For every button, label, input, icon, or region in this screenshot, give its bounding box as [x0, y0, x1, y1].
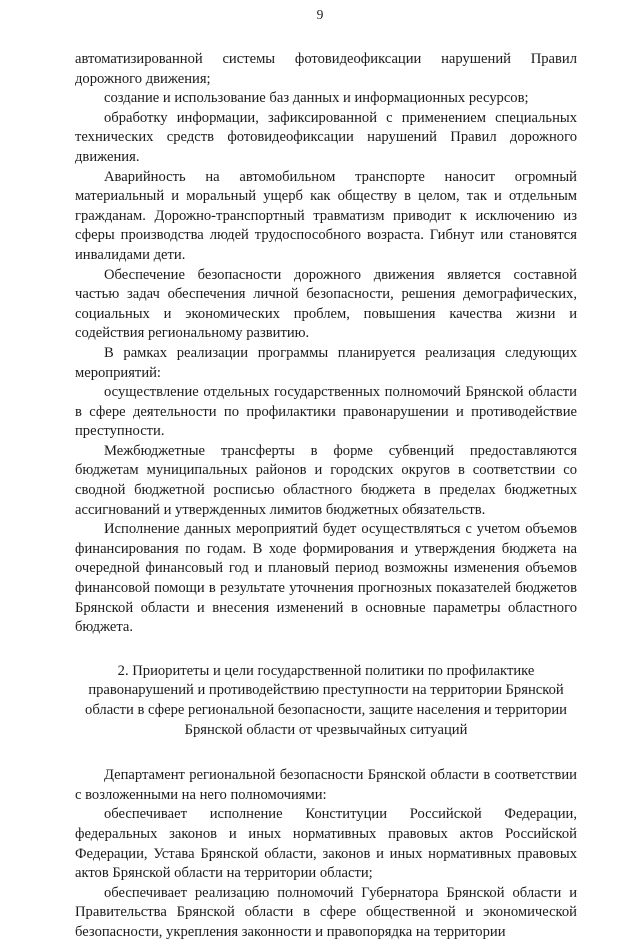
paragraph: Межбюджетные трансферты в форме субвенций предоставляются бюджетам муниципальных районов и городских округов в соответствии со сводной бюджетной росписью областного бюджета в пределах бюджетных ассигнований и утвержденных лимитов бюджетных обязательств.	[75, 442, 577, 518]
paragraph: Исполнение данных мероприятий будет осуществляться с учетом объемов финансирования по годам. В ходе формирования и утверждения бюджета на очередной финансовый год и плановый период возможны изменения объемов финансовой помощи в результате уточнения прогнозных показателей бюджетов Брянской области и внесения изменений в основные параметры областного бюджета.	[75, 521, 577, 636]
paragraph: В рамках реализации программы планируется реализация следующих мероприятий:	[75, 344, 577, 381]
paragraph: создание и использование баз данных и информационных ресурсов;	[104, 90, 529, 107]
paragraph: Департамент региональной безопасности Брянской области в соответствии с возложенными на него полномочиями:	[75, 767, 577, 803]
section-heading: 2. Приоритеты и цели государственной политики по профилактике правонарушений и противодействию преступности на территории Брянской области в сфере региональной безопасности, защите населения и территории Брянской области от чрезвычайных ситуаций	[85, 662, 567, 738]
paragraph: обеспечивает реализацию полномочий Губернатора Брянской области и Правительства Брянской области в сфере общественной и экономической безопасности, укрепления законности и правопорядка на территории	[75, 884, 577, 940]
paragraph: обработку информации, зафиксированной с применением специальных технических средств фотовидеофиксации нарушений Правил дорожного движения.	[75, 109, 577, 165]
paragraph: автоматизированной системы фотовидеофиксации нарушений Правил дорожного движения;	[75, 51, 577, 87]
paragraph: осуществление отдельных государственных полномочий Брянской области в сфере деятельности по профилактики правонарушении и противодействие преступности.	[75, 384, 577, 440]
page-number: 9	[316, 7, 324, 22]
paragraph: Обеспечение безопасности дорожного движения является составной частью задач обеспечения личной безопасности, решения демографических, социальных и экономических проблем, повышения качества жизни и содействия региональному развитию.	[75, 266, 577, 342]
paragraph: обеспечивает исполнение Конституции Российской Федерации, федеральных законов и иных нормативных правовых актов Российской Федерации, Устава Брянской области, законов и иных нормативных правовых актов Брянской области на территории области;	[75, 806, 577, 882]
paragraph: Аварийность на автомобильном транспорте наносит огромный материальный и моральный ущерб как обществу в целом, так и отдельным гражданам. Дорожно-транспортный травматизм приводит к исключению из сферы производства людей трудоспособного возраста. Гибнут или становятся инвалидами дети.	[75, 168, 577, 263]
document-body	[75, 50, 577, 943]
